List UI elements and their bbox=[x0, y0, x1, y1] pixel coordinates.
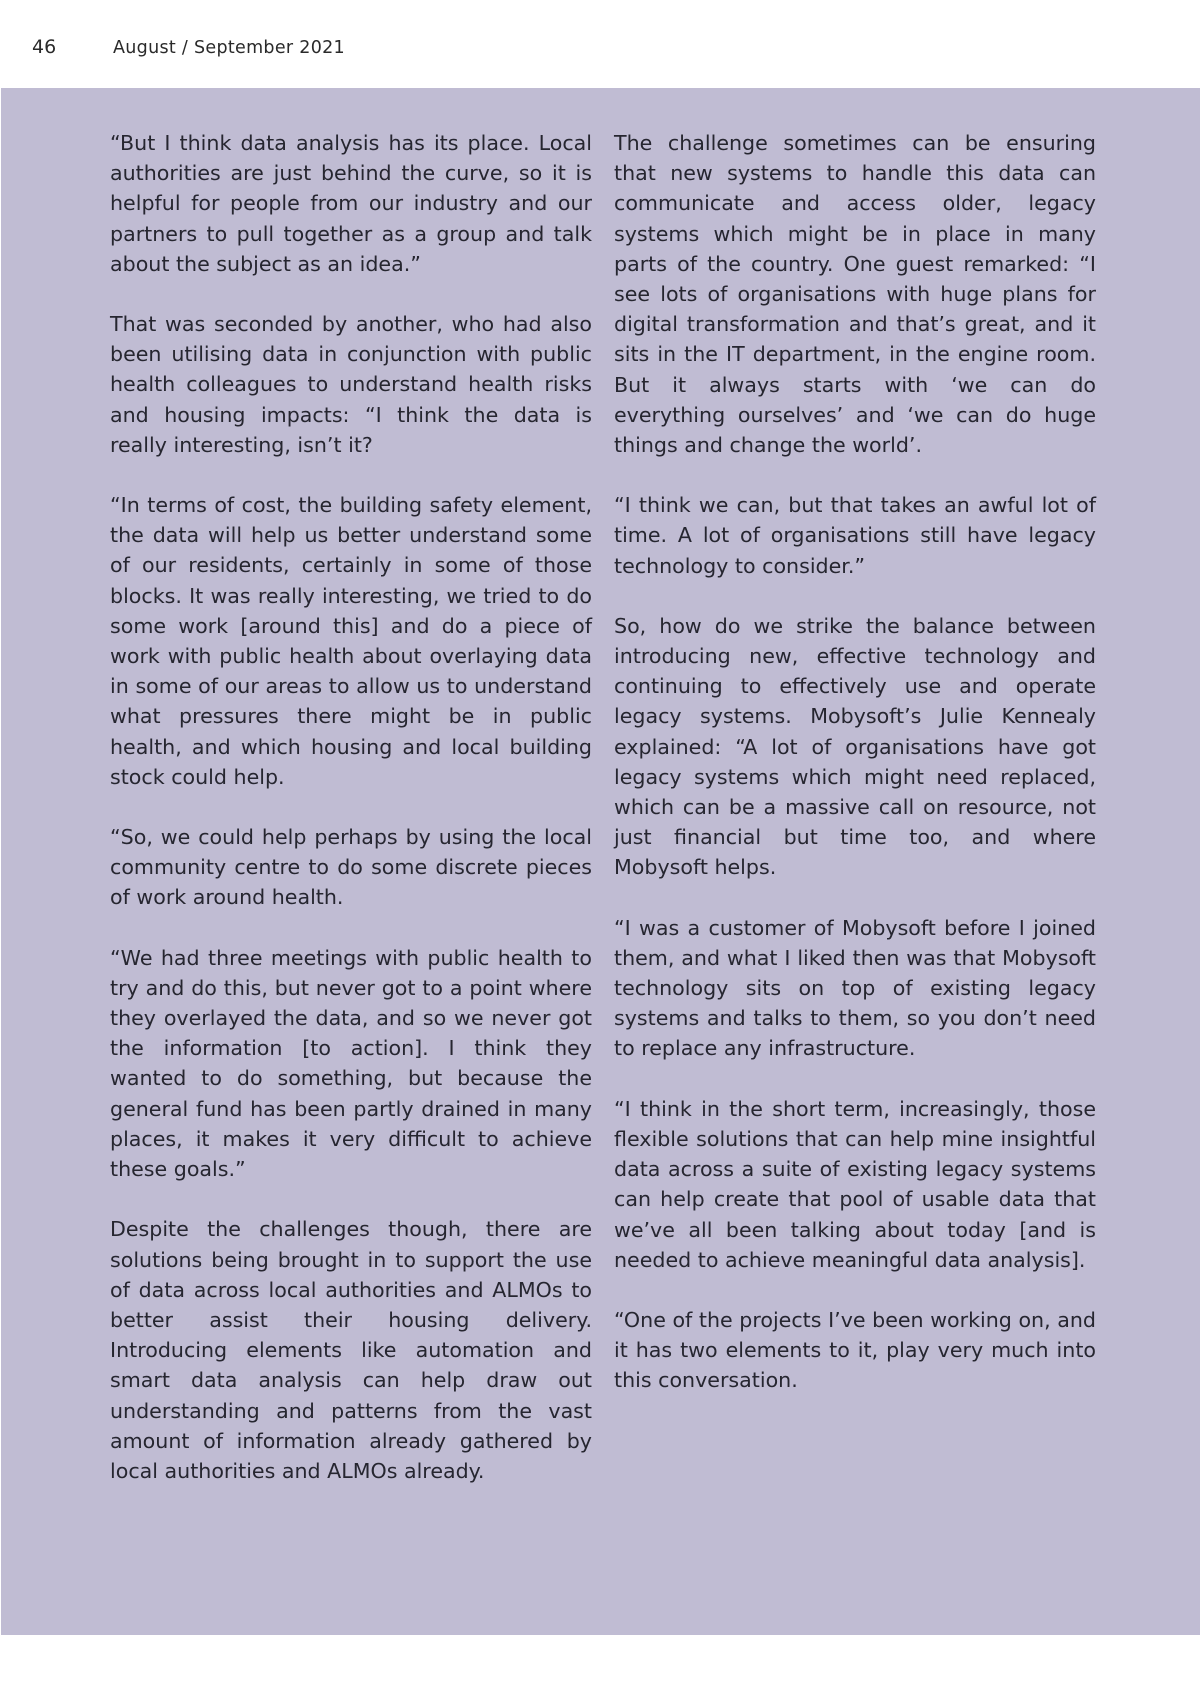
paragraph: “But I think data analysis has its place. Local authorities are just behind the curve, so it is helpful for people from our industry and our partners to pull together as a group and talk about the subject as an idea.” bbox=[110, 131, 592, 276]
page-header bbox=[0, 0, 1200, 88]
page-number: 46 bbox=[32, 36, 57, 58]
paragraph: Despite the challenges though, there are solutions being brought in to support the use of data across local authorities and ALMOs to better assist their housing delivery. Introducing elements like automation and smart data analysis can help draw out understanding and patterns from the vast amount of information already gathered by local authorities and ALMOs already. bbox=[110, 1217, 592, 1483]
paragraph: The challenge sometimes can be ensuring that new systems to handle this data can communicate and access older, legacy systems which might be in place in many parts of the country. One guest remarked: “I see lots of organisations with huge plans for digital transformation and that’s great, and it sits in the IT department, in the engine room. But it always starts with ‘we can do everything ourselves’ and ‘we can do huge things and change the world’. bbox=[614, 131, 1096, 458]
paragraph: “So, we could help perhaps by using the local community centre to do some discrete pieces of work around health. bbox=[110, 825, 592, 910]
article-column-left bbox=[110, 128, 592, 1516]
paragraph: “I was a customer of Mobysoft before I joined them, and what I liked then was that Mobysoft technology sits on top of existing legacy systems and talks to them, so you don’t need to replace any infrastructure. bbox=[614, 915, 1096, 1061]
paragraph: “One of the projects I’ve been working on, and it has two elements to it, play very much into this conversation. bbox=[614, 1307, 1096, 1393]
paragraph: “I think we can, but that takes an awful lot of time. A lot of organisations still have legacy technology to consider.” bbox=[614, 493, 1096, 578]
paragraph: So, how do we strike the balance between introducing new, effective technology and continuing to effectively use and operate legacy systems. Mobysoft’s Julie Kennealy explained: “A lot of organisations have got legacy systems which might need replaced, which can be a massive call on resource, not just financial but time too, and where Mobysoft helps. bbox=[614, 613, 1096, 880]
paragraph: “In terms of cost, the building safety element, the data will help us better understand some of our residents, certainly in some of those blocks. It was really interesting, we tried to do some work [around this] and do a piece of work with public health about overlaying data in some of our areas to allow us to understand what pressures there might be in public health, and which housing and local building stock could help. bbox=[110, 493, 592, 789]
article-column-right bbox=[614, 128, 1096, 1426]
paragraph: That was seconded by another, who had also been utilising data in conjunction with public health colleagues to understand health risks and housing impacts: “I think the data is really interesting, isn’t it? bbox=[110, 312, 592, 457]
issue-date: August / September 2021 bbox=[113, 38, 345, 58]
paragraph: “I think in the short term, increasingly, those flexible solutions that can help mine insightful data across a suite of existing legacy systems can help create that pool of usable data that we’ve all been talking about today [and is needed to achieve meaningful data analysis]. bbox=[614, 1096, 1096, 1272]
paragraph: “We had three meetings with public health to try and do this, but never got to a point where they overlayed the data, and so we never got the information [to action]. I think they wanted to do something, but because the general fund has been partly drained in many places, it makes it very difficult to achieve these goals.” bbox=[110, 945, 592, 1182]
